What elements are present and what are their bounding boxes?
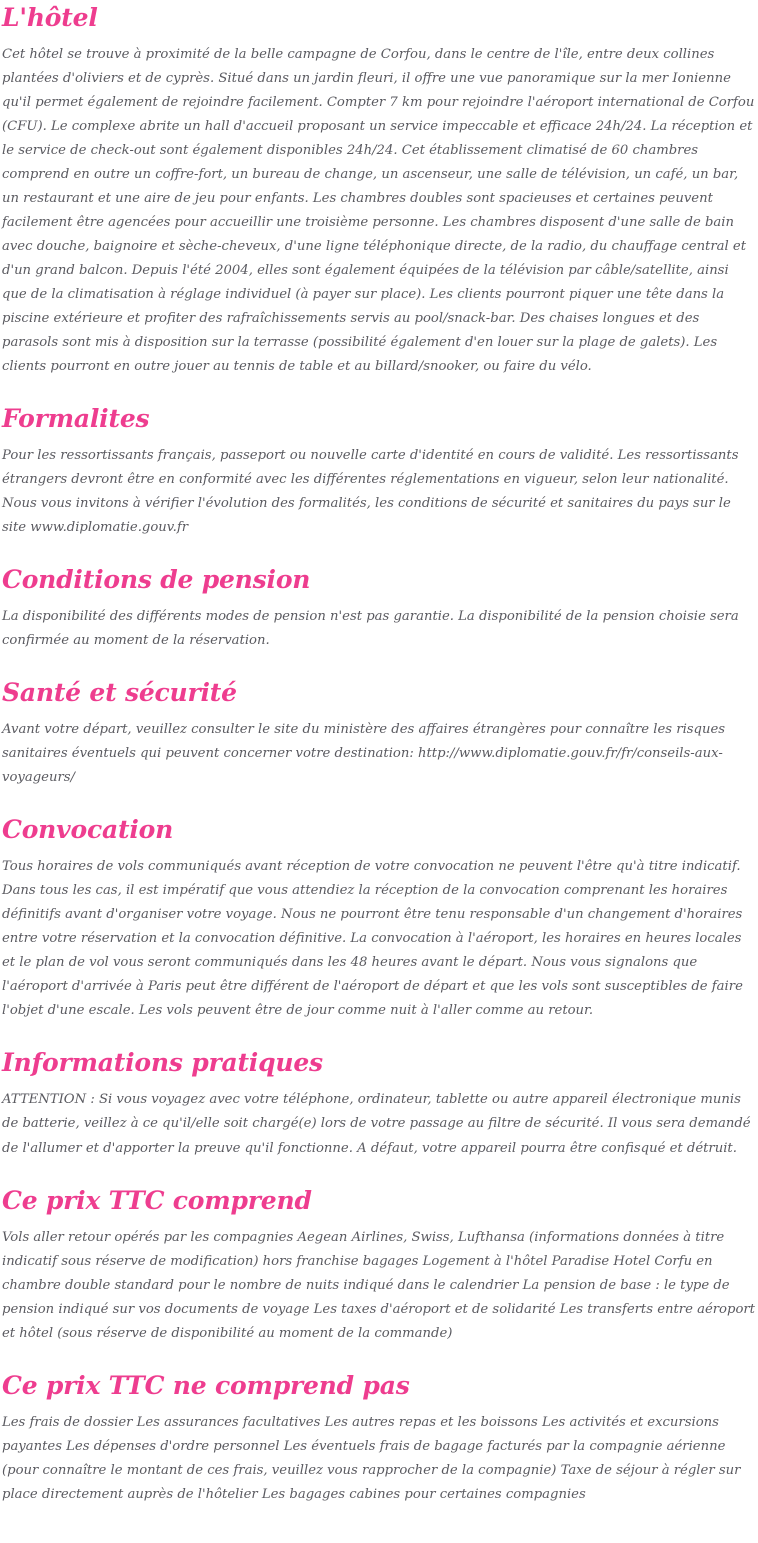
section-title: L'hôtel — [2, 3, 98, 32]
section-body: Les frais de dossier Les assurances facultatives Les autres repas et les boissons Les activités et excursions payantes Les dépenses d'ordre personnel Les éventuels frais de bagage facturés par la compagnie aérienne (pour connaître le montant de ces frais, veuillez vous rapprocher de la compagnie) Taxe de séjour à régler sur place directement auprès de l'hôtelier Les bagages cabines pour certaines compagnies — [2, 1414, 741, 1502]
section-body: Pour les ressortissants français, passeport ou nouvelle carte d'identité en cours de validité. Les ressortissants étrangers devront être en conformité avec les différentes réglementations en vigueur, selon leur nationalité. Nous vous invitons à vérifier l'évolution des formalités, les conditions de sécurité et sanitaires du pays sur le site www.diplomatie.gouv.fr — [2, 448, 739, 536]
section-sante-et-securite — [2, 679, 756, 790]
section-title: Santé et sécurité — [2, 678, 237, 708]
section-title: Formalites — [2, 404, 150, 434]
section-title: Ce prix TTC comprend — [2, 1185, 312, 1215]
section-title: Ce prix TTC ne comprend pas — [2, 1370, 410, 1400]
section-informations-pratiques — [2, 1049, 756, 1160]
section-ce-prix-ttc-ne-comprend-pas — [2, 1372, 756, 1507]
section-body: Tous horaires de vols communiqués avant réception de votre convocation ne peuvent l'être qu'à titre indicatif. Dans tous les cas, il est impératif que vous attendiez la réception de la convocation comprenant les horaires définitifs avant d'organiser votre voyage. Nous ne pourront être tenu responsable d'un changement d'horaires entre votre réservation et la convocation définitive. La convocation à l'aéroport, les horaires en heures locales et le plan de vol vous seront communiqués dans les 48 heures avant le départ. Nous vous signalons que l'aéroport d'arrivée à Paris peut être différent de l'aéroport de départ et que les vols sont susceptibles de faire l'objet d'une escale. Les vols peuvent être de jour comme nuit à l'aller comme au retour. — [2, 859, 743, 1019]
section-title: Informations pratiques — [2, 1048, 323, 1078]
section-title: Convocation — [2, 815, 174, 845]
section-body: Avant votre départ, veuillez consulter le site du ministère des affaires étrangères pour connaître les risques sanitaires éventuels qui peuvent concerner votre destination: http://www.diplomatie.gouv.fr/fr/conseils-aux-voyageurs/ — [2, 722, 726, 786]
section-convocation — [2, 816, 756, 1023]
section-body: ATTENTION : Si vous voyagez avec votre téléphone, ordinateur, tablette ou autre appareil électronique munis de batterie, veillez à ce qu'il/elle soit chargé(e) lors de votre passage au filtre de sécurité. Il vous sera demandé de l'allumer et d'apporter la preuve qu'il fonctionne. A défaut, votre appareil pourra être confisqué et détruit. — [2, 1092, 751, 1156]
section-body: Cet hôtel se trouve à proximité de la belle campagne de Corfou, dans le centre de l'île, entre deux collines plantées d'oliviers et de cyprès. Situé dans un jardin fleuri, il offre une vue panoramique sur la mer Ionienne qu'il permet également de rejoindre facilement. Compter 7 km pour rejoindre l'aéroport international de Corfou (CFU). Le complexe abrite un hall d'accueil proposant un service impeccable et efficace 24h/24. La réception et le service de check-out sont également disponibles 24h/24. Cet établissement climatisé de 60 chambres comprend en outre un coffre-fort, un bureau de change, un ascenseur, une salle de télévision, un café, un bar, un restaurant et une aire de jeu pour enfants. Les chambres doubles sont spacieuses et certaines peuvent facilement être agencées pour accueillir une troisième personne. Les chambres disposent d'une salle de bain avec douche, baignoire et sèche-cheveux, d'une ligne téléphonique directe, de la radio, du chauffage central et d'un grand balcon. Depuis l'été 2004, elles sont également équipées de la télévision par câble/satellite, ainsi que de la climatisation à réglage individuel (à payer sur place). Les clients pourront piquer une tête dans la piscine extérieure et profiter des rafraîchissements servis au pool/snack-bar. Des chaises longues et des parasols sont mis à disposition sur la terrasse (possibilité également d'en louer sur la plage de galets). Les clients pourront en outre jouer au tennis de table et au billard/snooker, ou faire du vélo. — [2, 47, 755, 375]
document-page — [0, 4, 758, 1543]
section-body: Vols aller retour opérés par les compagnies Aegean Airlines, Swiss, Lufthansa (informations données à titre indicatif sous réserve de modification) hors franchise bagages Logement à l'hôtel Paradise Hotel Corfu en chambre double standard pour le nombre de nuits indiqué dans le calendrier La pension de base : le type de pension indiqué sur vos documents de voyage Les taxes d'aéroport et de solidarité Les transferts entre aéroport et hôtel (sous réserve de disponibilité au moment de la commande) — [2, 1229, 755, 1341]
section-hotel — [2, 4, 756, 379]
section-body: La disponibilité des différents modes de pension n'est pas garantie. La disponibilité de la pension choisie sera confirmée au moment de la réservation. — [2, 609, 739, 649]
section-title: Conditions de pension — [2, 565, 311, 595]
section-formalites — [2, 405, 756, 540]
section-ce-prix-ttc-comprend — [2, 1187, 756, 1346]
section-conditions-de-pension — [2, 566, 756, 653]
